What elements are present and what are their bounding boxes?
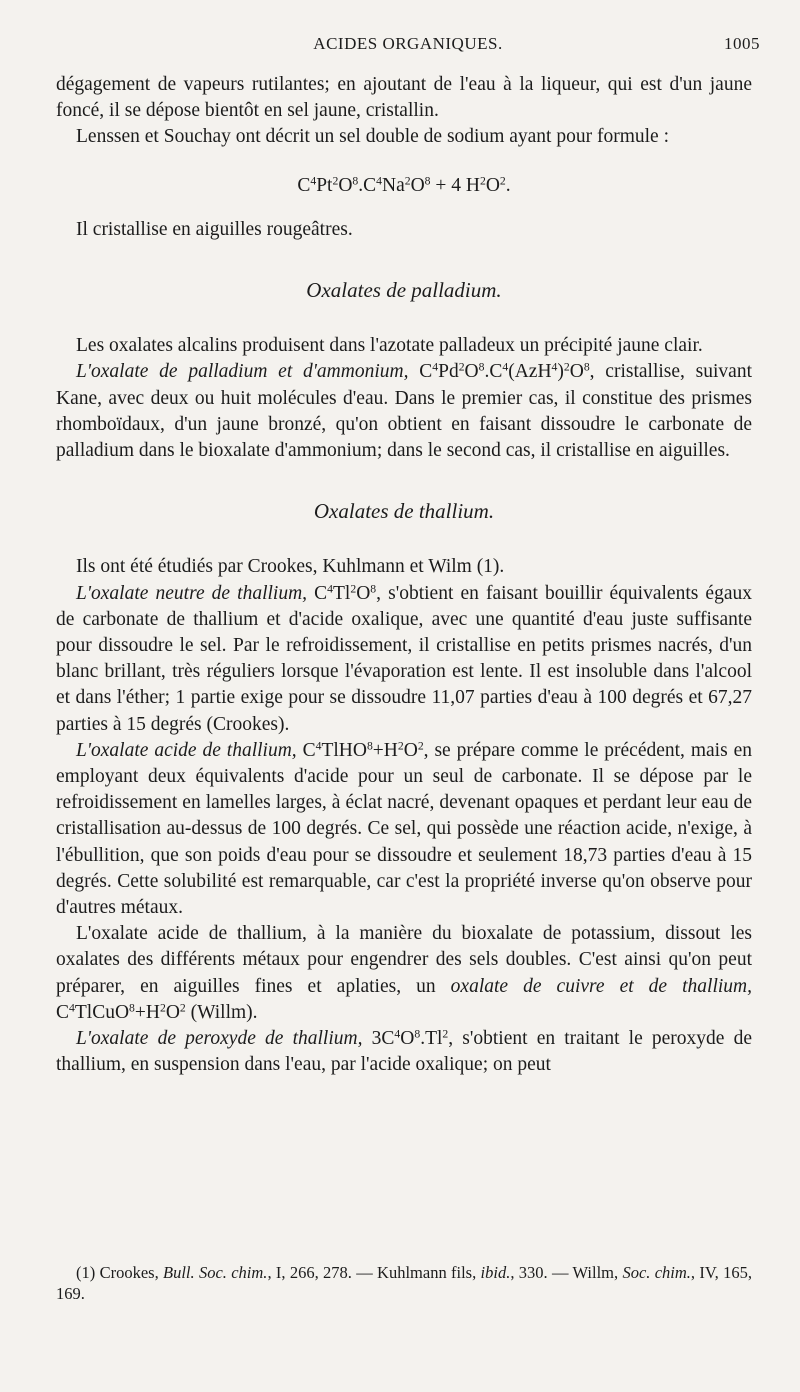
paragraph-sels-doubles: L'oxalate acide de thallium, à la manière du bioxalate de potassium, dissout les oxalates des différents métaux pour engendrer des sels doubles. C'est ainsi qu'on peut préparer, en aiguilles fines et aplaties, un oxalate de cuivre et de thallium, $C^4TlCuO^8+H^2O^2$ (Willm). <box>56 923 752 1023</box>
formula-sodium-double-salt: $C^4Pt^2O^8.C^4Na^2O^8 + 4$ $H^2O^2$. <box>297 174 511 196</box>
footnote-1: (1) Crookes, Bull. Soc. chim., I, 266, 278. — Kuhlmann fils, ibid., 330. — Willm, Soc. chim., IV, 165, 169. <box>56 1263 752 1303</box>
paragraph-lenssen-souchay: Lenssen et Souchay ont décrit un sel double de sodium ayant pour formule : <box>76 126 669 148</box>
footnotes <box>56 1262 752 1304</box>
paragraph-oxalates-alcalins: Les oxalates alcalins produisent dans l'azotate palladeux un précipité jaune clair. <box>76 335 703 357</box>
paragraph-oxalate-acide: L'oxalate acide de thallium, $C^4TlHO^8+H^2O^2$, se prépare comme le précédent, mais en employant deux équivalents d'acide pour un seul de carbonate. Il se dépose par le refroidissement en lamelles larges, à éclat nacré, devenant opaques et perdant leur eau de cristallisation au-dessus de 100 degrés. Ce sel, qui possède une réaction acide, n'exige, à l'ébullition, que son poids d'eau pour se dissoudre et seulement 18,73 parties d'eau à 15 degrés. Cette solubilité est remarquable, car c'est la propriété inverse qu'on observe pour d'autres métaux. <box>56 739 752 919</box>
paragraph-cristallise: Il cristallise en aiguilles rougeâtres. <box>76 218 353 240</box>
page-number: 1005 <box>724 34 760 53</box>
section-heading-palladium: Oxalates de palladium. <box>306 278 502 303</box>
section-heading-thallium: Oxalates de thallium. <box>313 499 495 524</box>
body-text <box>56 72 752 1079</box>
paragraph-continuation: dégagement de vapeurs rutilantes; en ajoutant de l'eau à la liqueur, qui est d'un jaune foncé, il se dépose bientôt en sel jaune, cristallin. <box>56 74 752 122</box>
paragraph-oxalate-neutre: L'oxalate neutre de thallium, $C^4Tl^2O^8$, s'obtient en faisant bouillir équivalents égaux de carbonate de thallium et d'acide oxalique, avec une quantité d'eau juste suffisante pour dissoudre le sel. Par le refroidissement, il cristallise en petits prismes nacrés, d'un blanc brillant, très réguliers lorsque l'évaporation est lente. Il est insoluble dans l'alcool et dans l'éther; 1 partie exige pour se dissoudre 11,07 parties d'eau à 100 degrés et 67,27 parties à 15 degrés (Crookes). <box>56 582 752 735</box>
paragraph-palladium-ammonium: L'oxalate de palladium et d'ammonium, $C^4Pd^2O^8.C^4(AzH^4)^2O^8$, cristallise, suivant Kane, avec deux ou huit molécules d'eau. Dans le premier cas, il constitue des prismes rhomboïdaux, d'un jaune bronzé, qu'on obtient en faisant dissoudre le carbonate de palladium dans le bioxalate d'ammonium; dans le second cas, il cristallise en aiguilles. <box>56 361 752 462</box>
paragraph-etudies: Ils ont été étudiés par Crookes, Kuhlmann et Wilm (1). <box>76 556 505 578</box>
header-title: ACIDES ORGANIQUES. <box>313 34 503 53</box>
running-header <box>56 34 760 58</box>
paragraph-oxalate-peroxyde: L'oxalate de peroxyde de thallium, $3C^4O^8.Tl^2$, s'obtient en traitant le peroxyde de thallium, en suspension dans l'eau, par l'acide oxalique; on peut <box>56 1027 753 1076</box>
